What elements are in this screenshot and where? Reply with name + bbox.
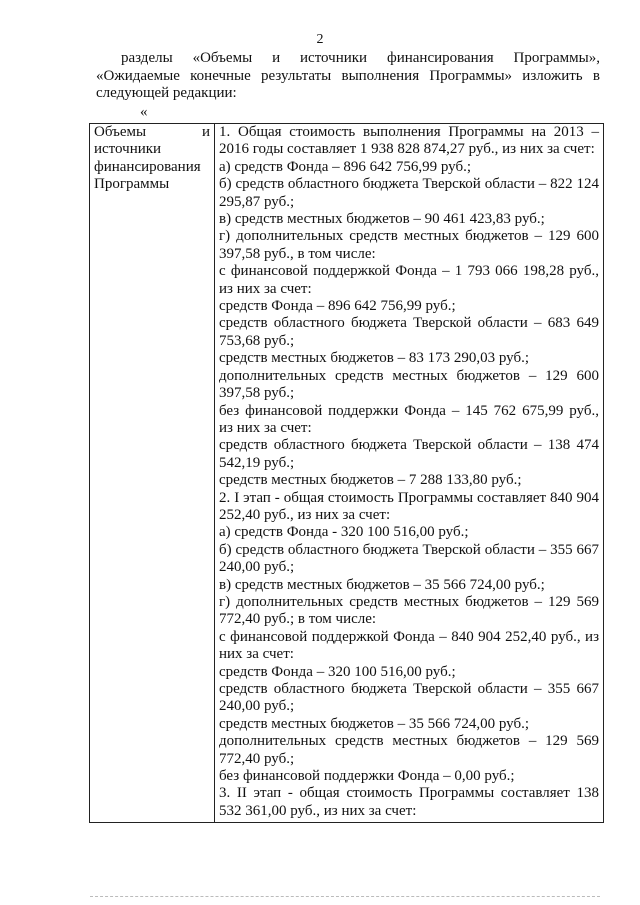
content-line: средств местных бюджетов – 83 173 290,03 руб.; [219,350,530,367]
label-line: Программы [94,176,170,193]
content-cell [215,124,604,823]
label-line: Объемы и [94,124,210,140]
content-line: средств местных бюджетов – 35 566 724,00 руб.; [219,715,530,732]
content-line: средств областного бюджета Тверской области – 355 667 240,00 руб.; [219,681,599,715]
content-line: г) дополнительных средств местных бюджетов – 129 600 397,58 руб., в том числе: [219,228,599,262]
content-line: средств Фонда – 320 100 516,00 руб.; [219,663,456,680]
label-cell [90,124,215,823]
intro-line-2: «Ожидаемые конечные результаты выполнения Программы» изложить в следующей редакции: [96,67,600,101]
content-line: в) средств местных бюджетов – 90 461 423,83 руб.; [219,211,545,228]
content-line: б) средств областного бюджета Тверской области – 355 667 240,00 руб.; [219,541,599,576]
content-line: г) дополнительных средств местных бюджетов – 129 569 772,40 руб.; в том числе: [219,593,599,628]
content-line: с финансовой поддержкой Фонда – 840 904 252,40 руб., из них за счет: [219,628,599,663]
content-line: средств местных бюджетов – 7 288 133,80 руб.; [219,472,522,489]
label-line: источники [94,141,162,158]
opening-quote: « [140,104,148,120]
content-line: 3. II этап - общая стоимость Программы составляет 138 532 361,00 руб., из них за счет: [219,785,599,819]
content-line: с финансовой поддержкой Фонда – 1 793 066 198,28 руб., из них за счет: [219,263,599,297]
content-line: 2. I этап - общая стоимость Программы составляет 840 904 252,40 руб., из них за счет: [219,489,599,523]
label-line: финансирования [94,158,201,175]
content-line: без финансовой поддержки Фонда – 145 762 675,99 руб., из них за счет: [219,402,599,436]
content-line: дополнительных средств местных бюджетов – 129 600 397,58 руб.; [219,367,599,402]
content-line: средств Фонда – 896 642 756,99 руб.; [219,298,456,315]
content-line: а) средств Фонда - 320 100 516,00 руб.; [219,524,469,541]
content-line: средств областного бюджета Тверской области – 138 474 542,19 руб.; [219,437,599,471]
content-line: в) средств местных бюджетов – 35 566 724,00 руб.; [219,576,545,593]
intro-line-1: разделы «Объемы и источники финансирования Программы», [121,50,600,66]
content-line: без финансовой поддержки Фонда – 0,00 руб.; [219,768,515,785]
financing-table [89,123,604,823]
page-number: 2 [316,32,324,47]
content-line: дополнительных средств местных бюджетов – 129 569 772,40 руб.; [219,733,599,767]
page-cut-line [90,896,600,898]
content-line: 1. Общая стоимость выполнения Программы на 2013 – 2016 годы составляет 1 938 828 874,27 руб., из них за счет: [219,124,599,158]
intro-paragraph [96,50,600,103]
content-line: а) средств Фонда – 896 642 756,99 руб.; [219,158,472,175]
content-line: б) средств областного бюджета Тверской области – 822 124 295,87 руб.; [219,176,599,210]
table-row [90,124,604,823]
content-line: средств областного бюджета Тверской области – 683 649 753,68 руб.; [219,315,599,349]
